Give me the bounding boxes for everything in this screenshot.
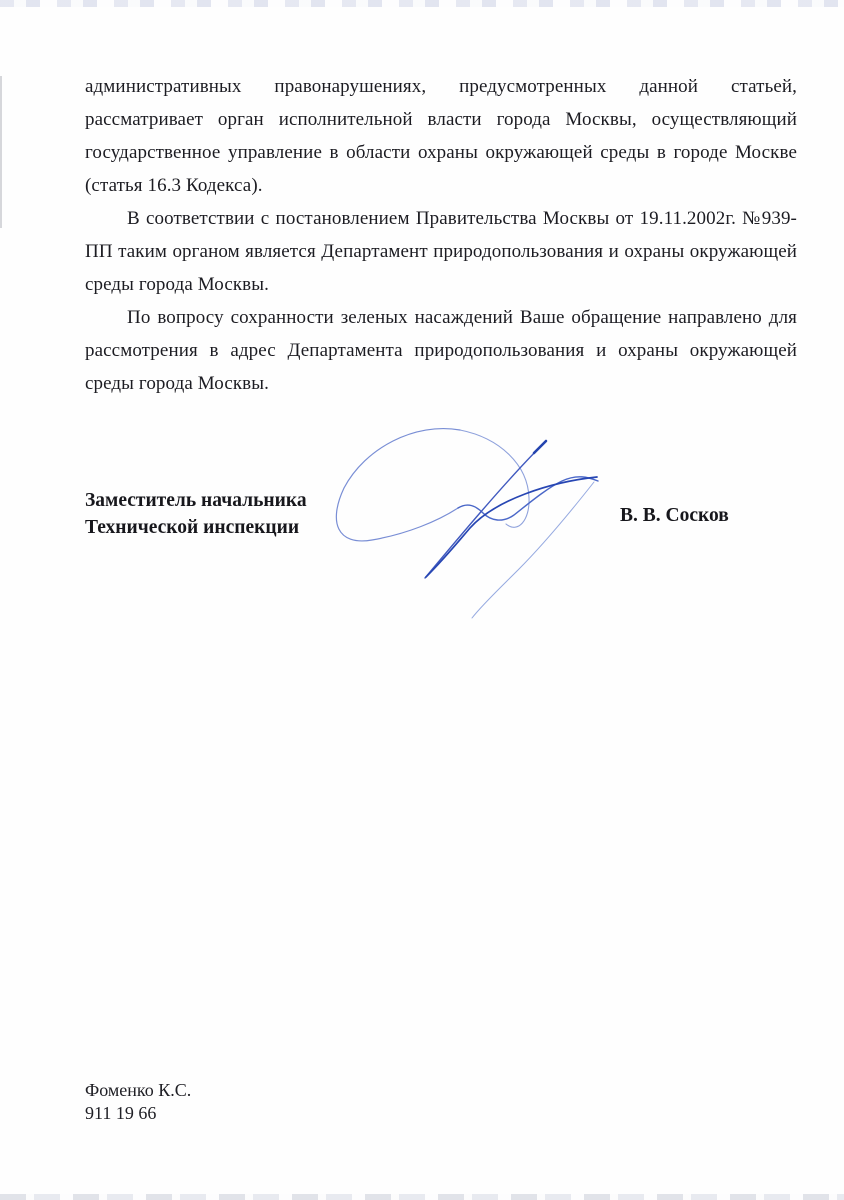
handwritten-signature-ink xyxy=(310,420,610,625)
body-paragraph: По вопросу сохранности зеленых насаждений Ваше обращение направлено для рассмотрения в адрес Департамента природопользования и охраны окружающей среды города Москвы. xyxy=(85,307,797,394)
signer-position-title xyxy=(85,487,307,541)
executor-name: Фоменко К.С. xyxy=(85,1080,192,1100)
body-paragraph: административных правонарушениях, предусмотренных данной статьей, рассматривает орган исполнительной власти города Москвы, осуществляющий государственное управление в области охраны окружающей среды в городе Москве (статья 16.3 Кодекса). xyxy=(85,76,797,196)
signer-name: В. В. Сосков xyxy=(620,505,729,526)
signer-position-line2: Технической инспекции xyxy=(85,517,300,538)
body-paragraph: В соответствии с постановлением Правительства Москвы от 19.11.2002г. №939-ПП таким органом является Департамент природопользования и охраны окружающей среды города Москвы. xyxy=(85,208,797,295)
scanner-noise-top xyxy=(0,0,844,7)
scanner-noise-left-edge xyxy=(0,76,2,228)
scanner-noise-bottom xyxy=(0,1194,844,1200)
letter-body xyxy=(85,70,797,400)
signer-position-line1: Заместитель начальника xyxy=(85,490,307,511)
executor-phone: 911 19 66 xyxy=(85,1103,157,1123)
executor-contact xyxy=(85,1079,191,1125)
